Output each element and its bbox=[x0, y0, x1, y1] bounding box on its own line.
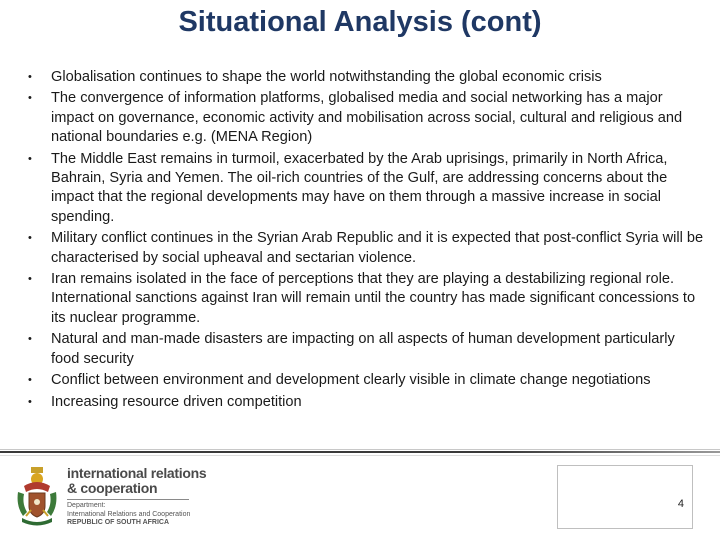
bullet-text: The convergence of information platforms, globalised media and social networking has a major impact on governance, economic activity and mobilisation across social, cultural and religious and national boundaries e.g. (MENA Region) bbox=[51, 90, 683, 146]
country-name: REPUBLIC OF SOUTH AFRICA bbox=[67, 519, 170, 526]
footer-divider-thin bbox=[0, 455, 720, 456]
department-fullname: International Relations and Cooperation bbox=[67, 510, 191, 518]
bullet-text: Military conflict continues in the Syrian Arab Republic and it is expected that post-conflict Syria will be characterised by social upheaval and sectarian violence. bbox=[51, 230, 704, 266]
bullet-icon: • bbox=[28, 152, 32, 165]
coat-of-arms-icon bbox=[14, 466, 60, 528]
bullet-icon: • bbox=[28, 92, 32, 105]
bullet-icon: • bbox=[28, 71, 32, 83]
department-name-line2: & cooperation bbox=[67, 480, 158, 496]
page-number-box bbox=[557, 465, 693, 529]
bullet-text: Globalisation continues to shape the world notwithstanding the global economic crisis bbox=[51, 69, 602, 85]
bullet-text: Natural and man-made disasters are impacting on all aspects of human development particularly food security bbox=[51, 331, 675, 367]
page-number: 4 bbox=[677, 498, 684, 510]
bullet-icon: • bbox=[28, 333, 32, 346]
department-label: Department: bbox=[67, 502, 106, 509]
bullet-item bbox=[24, 68, 704, 87]
footer-divider-light bbox=[0, 449, 720, 450]
bullet-icon: • bbox=[28, 232, 32, 245]
slide-title: Situational Analysis (cont) bbox=[178, 6, 542, 38]
bullet-text: Increasing resource driven competition bbox=[51, 393, 302, 410]
bullet-icon: • bbox=[28, 273, 32, 286]
bullet-item bbox=[24, 229, 704, 268]
bullet-text: Iran remains isolated in the face of perceptions that they are playing a destabilizing regional role. International sanctions against Iran will remain until the country has made significant concessions to its nuclear programme. bbox=[51, 271, 696, 326]
bullet-item bbox=[24, 270, 704, 328]
department-name-line1: international relations bbox=[67, 465, 207, 481]
bullet-text: Conflict between environment and development clearly visible in climate change negotiations bbox=[51, 372, 651, 389]
bullet-icon: • bbox=[28, 374, 32, 387]
department-logo bbox=[67, 466, 237, 528]
bullet-item bbox=[24, 371, 704, 390]
bullet-text: The Middle East remains in turmoil, exacerbated by the Arab uprisings, primarily in North Africa, Bahrain, Syria and Yemen. The oil-rich countries of the Gulf, are addressing concerns about the impact that the regional developments may have on them through a massive increase in social spending. bbox=[51, 150, 668, 225]
bullet-icon: • bbox=[28, 395, 32, 408]
bullet-item bbox=[24, 393, 704, 412]
department-rule bbox=[67, 499, 189, 500]
bullet-item bbox=[24, 89, 704, 147]
footer-divider-dark bbox=[0, 451, 720, 453]
bullet-item bbox=[24, 330, 704, 369]
bullet-list bbox=[24, 68, 704, 414]
bullet-item bbox=[24, 150, 704, 228]
